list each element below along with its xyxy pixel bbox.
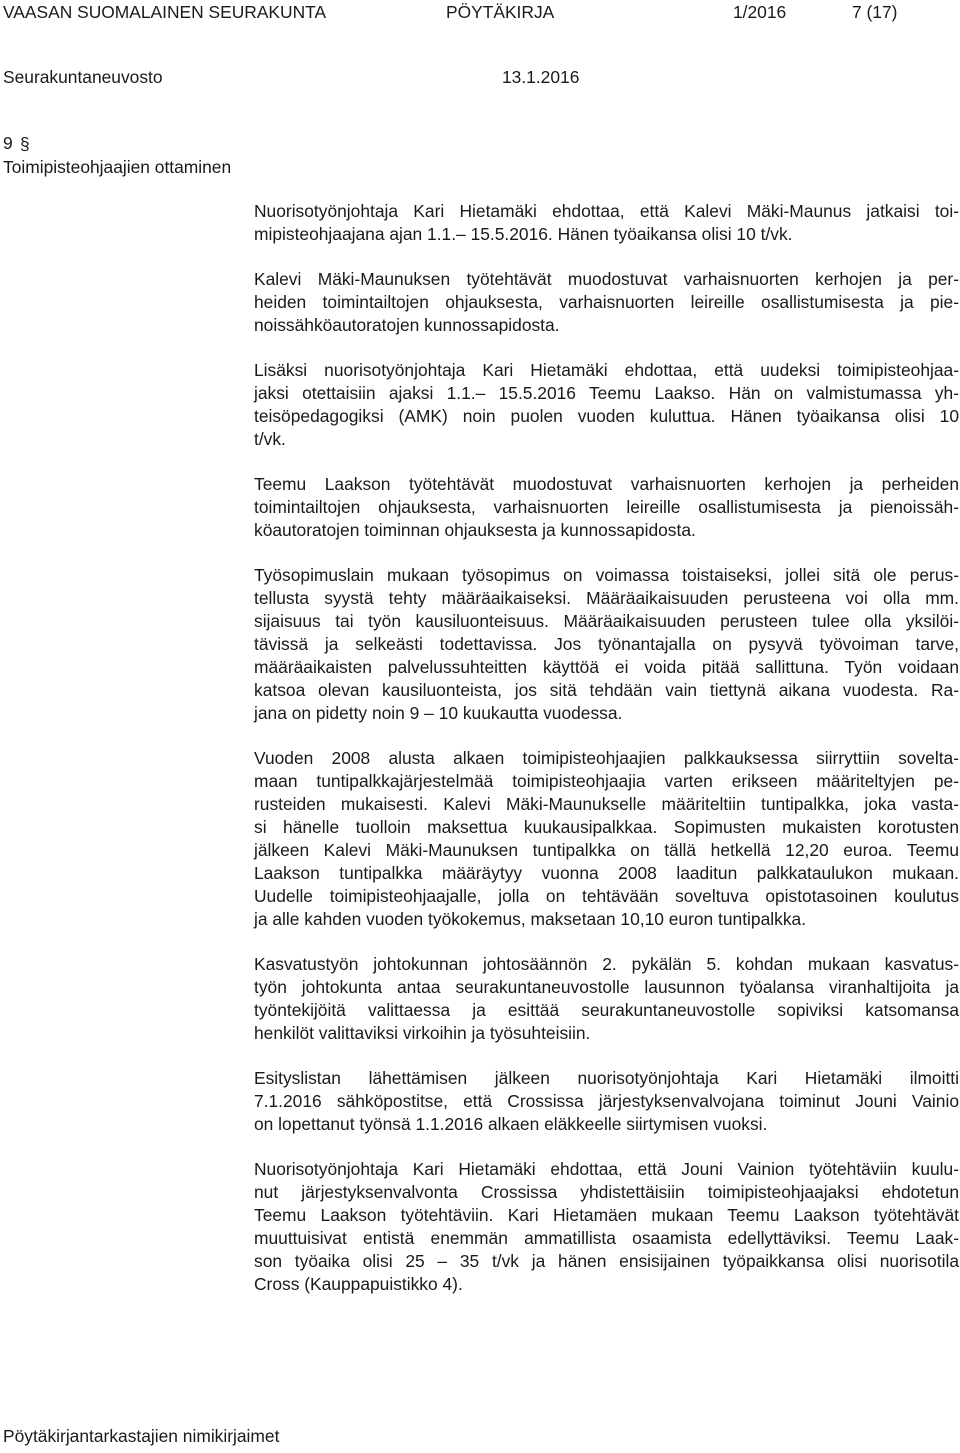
paragraph-line: Kalevi Mäki-Maunuksen työtehtävät muodostuvat varhaisnuorten kerhojen ja per- <box>254 269 959 289</box>
paragraph-line: teisöpedagogiksi (AMK) noin puolen vuoden kuluttua. Hänen työaikansa olisi 10 <box>254 406 959 426</box>
paragraph-line: si hänelle tuolloin maksettua kuukausipalkkaa. Sopimusten mukaisten korotusten <box>254 817 959 837</box>
section-title: Toimipisteohjaajien ottaminen <box>3 157 232 177</box>
minutes-body <box>254 200 959 1318</box>
paragraph-line: jana on pidetty noin 9 – 10 kuukautta vuodessa. <box>254 703 623 723</box>
paragraph-line: henkilöt valittaviksi virkoihin ja työsuhteisiin. <box>254 1023 591 1043</box>
paragraph-line: Kasvatustyön johtokunnan johtosäännön 2. pykälän 5. kohdan mukaan kasvatus- <box>254 954 959 974</box>
paragraph <box>254 268 959 337</box>
paragraph-line: työntekijöitä valittaessa ja esittää seurakuntaneuvostolle sopiviksi katsomansa <box>254 1000 959 1020</box>
paragraph-line: jälkeen Kalevi Mäki-Maunuksen tuntipalkka on tällä hetkellä 12,20 euroa. Teemu <box>254 840 959 860</box>
paragraph-line: nut järjestyksenvalvonta Crossissa yhdistettäisiin toimipisteohjaajaksi ehdotetun <box>254 1182 959 1202</box>
paragraph-line: rusteiden mukaisesti. Kalevi Mäki-Maunukselle määriteltiin tuntipalkka, joka vasta- <box>254 794 959 814</box>
reviewer-initials-label: Pöytäkirjantarkastajien nimikirjaimet <box>3 1426 280 1446</box>
section-number: 9 <box>3 133 13 153</box>
paragraph <box>254 359 959 451</box>
paragraph-line: työn johtokunta antaa seurakuntaneuvostolle lausunnon työalansa viranhaltijoita ja <box>254 977 959 997</box>
paragraph-line: muuttuisivat entistä enemmän ammatillista osaamista edellyttäviksi. Teemu Laak- <box>254 1228 959 1248</box>
paragraph <box>254 473 959 542</box>
paragraph <box>254 200 959 246</box>
paragraph-line: tellusta syystä tehty määräaikaiseksi. Määräaikaisuuden perusteena voi olla mm. <box>254 588 959 608</box>
paragraph-line: määräaikaisten palvelussuhteitten käyttöä ei voida pitää sallittuna. Työn voidaan <box>254 657 959 677</box>
paragraph-line: Vuoden 2008 alusta alkaen toimipisteohjaajien palkkauksessa siirryttiin sovelta- <box>254 748 959 768</box>
section-mark: § <box>20 134 30 154</box>
paragraph-line: mipisteohjaajana ajan 1.1.– 15.5.2016. Hänen työaikansa olisi 10 t/vk. <box>254 224 793 244</box>
page-indicator: 7 (17) <box>852 2 898 22</box>
paragraph-line: on lopettanut työnsä 1.1.2016 alkaen eläkkeelle siirtymisen vuoksi. <box>254 1114 768 1134</box>
paragraph-line: katsoa olevan kausiluonteista, jos sitä tehdään vain tiettynä aikana vuodesta. Ra- <box>254 680 959 700</box>
paragraph <box>254 564 959 725</box>
paragraph-line: Lisäksi nuorisotyönjohtaja Kari Hietamäki ehdottaa, että uudeksi toimipisteohjaa- <box>254 360 959 380</box>
paragraph-line: Laakson tuntipalkka määräytyy vuonna 2008 laaditun palkkataulukon mukaan. <box>254 863 959 883</box>
paragraph-line: Cross (Kauppapuistikko 4). <box>254 1274 463 1294</box>
paragraph <box>254 1158 959 1296</box>
paragraph-line: Uudelle toimipisteohjaajalle, jolla on tehtävään soveltuva opistotasoinen koulutus <box>254 886 959 906</box>
paragraph <box>254 1067 959 1136</box>
paragraph-line: sijaisuus tai työn kausiluonteisuus. Määräaikaisuuden perusteen tulee olla yksilöi- <box>254 611 959 631</box>
paragraph-line: Teemu Laakson työtehtävät muodostuvat varhaisnuorten kerhojen ja perheiden <box>254 474 959 494</box>
meeting-date: 13.1.2016 <box>502 67 580 87</box>
document-type: PÖYTÄKIRJA <box>446 2 555 22</box>
paragraph-line: jaksi otettaisiin ajaksi 1.1.– 15.5.2016 Teemu Laakso. Hän on valmistumassa yh- <box>254 383 959 403</box>
paragraph-line: köautoratojen toiminnan ohjauksesta ja kunnossapidosta. <box>254 520 696 540</box>
paragraph-line: toimintailtojen ohjauksesta, varhaisnuorten leireille osallistumisesta ja pienoissäh- <box>254 497 959 517</box>
paragraph-line: maan tuntipalkkajärjestelmää toimipisteohjaajia varten erikseen määriteltyjen pe- <box>254 771 959 791</box>
paragraph-line: noissähköautoratojen kunnossapidosta. <box>254 315 560 335</box>
organization-name: VAASAN SUOMALAINEN SEURAKUNTA <box>3 2 327 22</box>
paragraph-line: 7.1.2016 sähköpostitse, että Crossissa järjestyksenvalvojana toiminut Jouni Vainio <box>254 1091 959 1111</box>
paragraph <box>254 747 959 931</box>
paragraph-line: Työsopimuslain mukaan työsopimus on voimassa toistaiseksi, jollei sitä ole perus- <box>254 565 959 585</box>
document-number: 1/2016 <box>733 2 787 22</box>
paragraph <box>254 953 959 1045</box>
paragraph-line: heiden toimintailtojen ohjauksesta, varhaisnuorten leireille osallistumisesta ja pie- <box>254 292 959 312</box>
paragraph-line: son työaika olisi 25 – 35 t/vk ja hänen ensisijainen työpaikkansa olisi nuorisotila <box>254 1251 959 1271</box>
paragraph-line: ja alle kahden vuoden työkokemus, maksetaan 10,10 euron tuntipalkka. <box>254 909 807 929</box>
paragraph-line: t/vk. <box>254 429 286 449</box>
paragraph-line: Teemu Laakson työtehtäviin. Kari Hietamäen mukaan Teemu Laakson työtehtävät <box>254 1205 959 1225</box>
governing-body: Seurakuntaneuvosto <box>3 67 163 87</box>
paragraph-line: Esityslistan lähettämisen jälkeen nuorisotyönjohtaja Kari Hietamäki ilmoitti <box>254 1068 959 1088</box>
paragraph-line: Nuorisotyönjohtaja Kari Hietamäki ehdottaa, että Jouni Vainion työtehtäviin kuulu- <box>254 1159 959 1179</box>
paragraph-line: tävissä ja selkeästi todettavissa. Jos työnantajalla on pysyvä työvoiman tarve, <box>254 634 959 654</box>
paragraph-line: Nuorisotyönjohtaja Kari Hietamäki ehdottaa, että Kalevi Mäki-Maunus jatkaisi toi- <box>254 201 959 221</box>
